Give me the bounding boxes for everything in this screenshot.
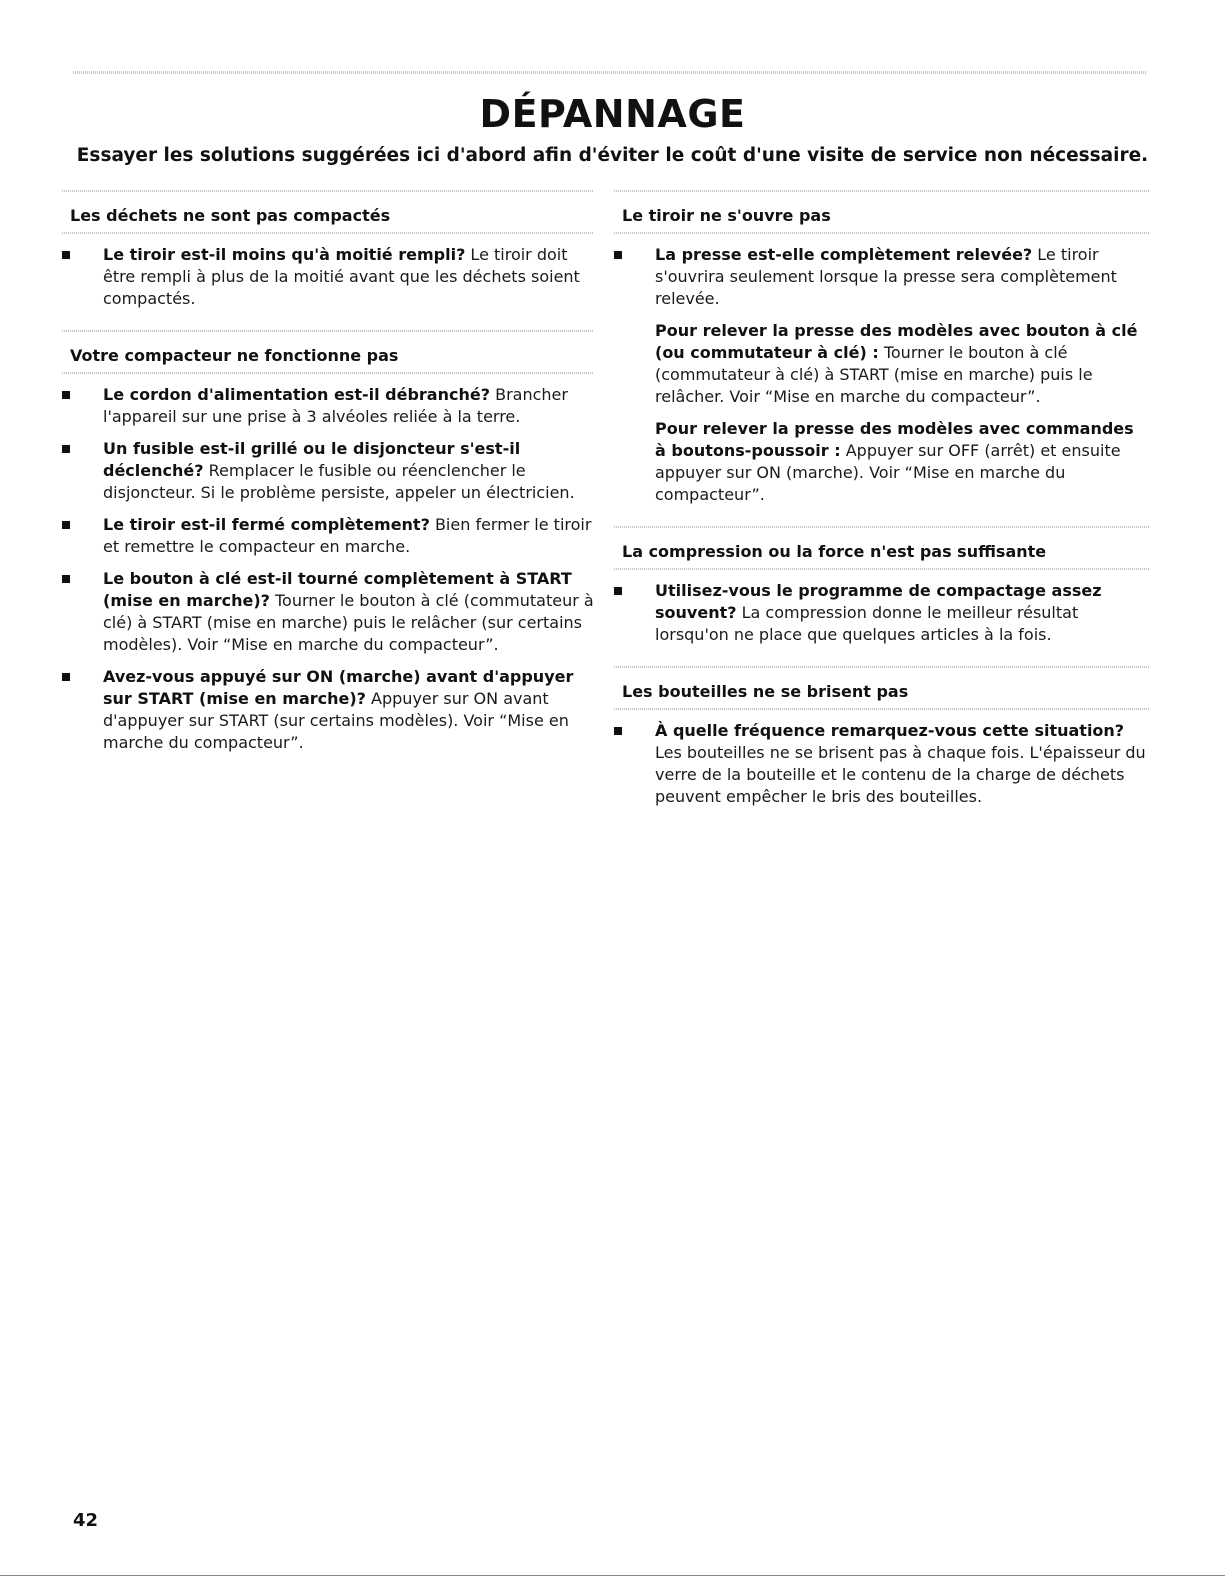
section-compactor-not-working [62,330,594,754]
item-question: Utilisez-vous le programme de compactage assez souvent? [655,581,1102,622]
section-heading: Votre compacteur ne fonctionne pas [70,346,399,365]
section-divider [614,232,1150,234]
item-answer: Les bouteilles ne se brisent pas à chaque fois. L'épaisseur du verre de la bouteille et le contenu de la charge de déchets peuvent empêcher le bris des bouteilles. [655,743,1146,806]
section-drawer-wont-open [614,190,1150,506]
section-heading: Les bouteilles ne se brisent pas [622,682,909,701]
section-divider [614,190,1150,192]
bottom-edge-line [0,1575,1225,1576]
section-heading-block [614,666,1150,704]
instruction-text: Tourner le bouton à clé (commutateur à clé) à START (mise en marche) puis le relâcher. Voir “Mise en marche du compacteur”. [655,343,1093,406]
item-answer: Le tiroir s'ouvrira seulement lorsque la presse sera complètement relevée. [655,245,1117,308]
list-item [62,568,594,656]
list-item [614,720,1150,808]
item-question: Le bouton à clé est-il tourné complètement à START (mise en marche)? [103,569,572,610]
item-answer: Remplacer le fusible ou réenclencher le disjoncteur. Si le problème persiste, appeler un électricien. [103,461,575,502]
section-divider [62,232,594,234]
section-divider [614,708,1150,710]
right-column [614,190,1150,828]
item-answer: Appuyer sur ON avant d'appuyer sur START (sur certains modèles). Voir “Mise en marche du compacteur”. [103,689,569,752]
page-number: 42 [73,1510,99,1531]
section-divider [62,372,594,374]
section-insufficient-compression [614,526,1150,646]
section-heading: Les déchets ne sont pas compactés [70,206,391,225]
bullet-icon [62,575,70,583]
item-question: Avez-vous appuyé sur ON (marche) avant d'appuyer sur START (mise en marche)? [103,667,574,708]
bullet-icon [614,587,622,595]
item-answer: Brancher l'appareil sur une prise à 3 alvéoles reliée à la terre. [103,385,568,426]
section-heading-block [62,330,594,368]
instruction-lead: Pour relever la presse des modèles avec commandes à boutons-poussoir : [655,419,1134,460]
section-heading-block [62,190,594,228]
section-heading: La compression ou la force n'est pas suffisante [622,542,1047,561]
page-subtitle: Essayer les solutions suggérées ici d'abord afin d'éviter le coût d'une visite de service non nécessaire. [76,145,1149,166]
section-heading: Le tiroir ne s'ouvre pas [622,206,831,225]
section-divider [614,666,1150,668]
list-item [62,514,594,558]
bullet-icon [62,391,70,399]
section-divider [62,190,594,192]
page-title: DÉPANNAGE [479,92,746,136]
item-answer: Tourner le bouton à clé (commutateur à clé) à START (mise en marche) puis le relâcher (sur certains modèles). Voir “Mise en marche du compacteur”. [103,591,594,654]
section-divider [62,330,594,332]
list-item [62,384,594,428]
item-question: À quelle fréquence remarquez-vous cette situation? [655,721,1125,740]
item-answer: Bien fermer le tiroir et remettre le compacteur en marche. [103,515,592,556]
list-item [62,666,594,754]
left-column [62,190,594,774]
list-item [62,438,594,504]
instruction-text: Appuyer sur OFF (arrêt) et ensuite appuyer sur ON (marche). Voir “Mise en marche du compacteur”. [655,441,1121,504]
item-question: Un fusible est-il grillé ou le disjoncteur s'est-il déclenché? [103,439,521,480]
item-question: Le cordon d'alimentation est-il débranché? [103,385,490,404]
instruction-lead: Pour relever la presse des modèles avec bouton à clé (ou commutateur à clé) : [655,321,1138,362]
item-question: Le tiroir est-il fermé complètement? [103,515,430,534]
item-question: Le tiroir est-il moins qu'à moitié rempli? [103,245,466,264]
list-item [62,244,594,310]
top-divider [73,71,1146,74]
bullet-icon [62,445,70,453]
bullet-icon [62,521,70,529]
section-heading-block [614,526,1150,564]
bullet-icon [614,727,622,735]
list-item [614,244,1150,310]
list-item [614,580,1150,646]
item-question: La presse est-elle complètement relevée? [655,245,1033,264]
section-divider [614,526,1150,528]
section-bottles-not-breaking [614,666,1150,808]
section-divider [614,568,1150,570]
section-waste-not-compacted [62,190,594,310]
instruction-paragraph [614,320,1150,408]
bullet-icon [62,251,70,259]
instruction-paragraph [614,418,1150,506]
bullet-icon [62,673,70,681]
item-answer: La compression donne le meilleur résultat lorsqu'on ne place que quelques articles à la fois. [655,603,1079,644]
section-heading-block [614,190,1150,228]
item-answer: Le tiroir doit être rempli à plus de la moitié avant que les déchets soient compactés. [103,245,580,308]
bullet-icon [614,251,622,259]
